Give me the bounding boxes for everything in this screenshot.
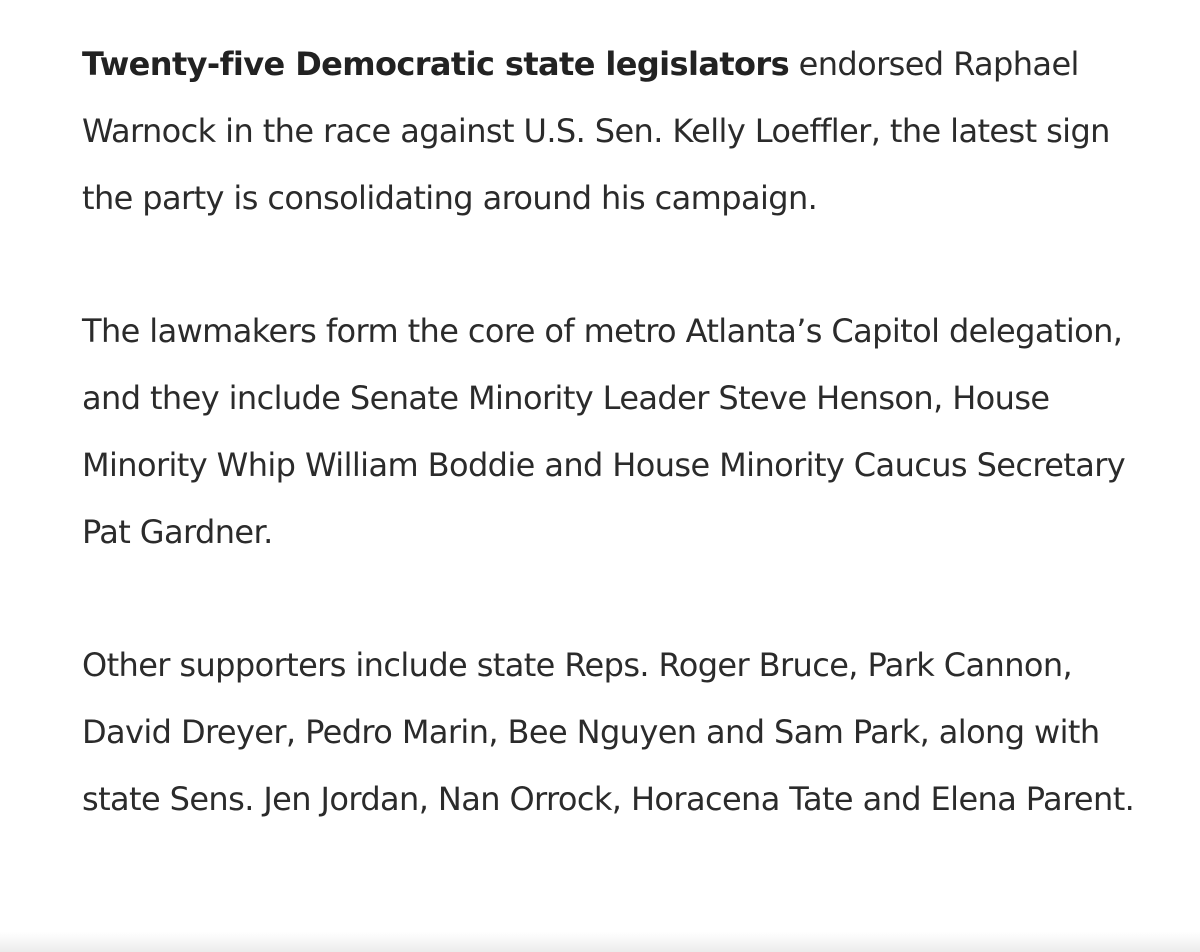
paragraph-supporters bbox=[82, 632, 1142, 833]
article-body bbox=[82, 31, 1142, 833]
paragraph-lead-bold: Twenty-five Democratic state legislators bbox=[82, 45, 790, 83]
paragraph-lawmakers bbox=[82, 298, 1142, 566]
paragraph-text: The lawmakers form the core of metro Atlanta’s Capitol delegation, and they include Senate Minority Leader Steve Henson, House Minority Whip William Boddie and House Minority Caucus Secretary Pat Gardner. bbox=[82, 312, 1126, 551]
paragraph-text: Other supporters include state Reps. Roger Bruce, Park Cannon, David Dreyer, Pedro Marin, Bee Nguyen and Sam Park, along with state Sens. Jen Jordan, Nan Orrock, Horacena Tate and Elena Parent. bbox=[82, 646, 1135, 818]
paragraph-text: endorsed Raphael Warnock in the race against U.S. Sen. Kelly Loeffler, the latest sign the party is consolidating around his campaign. bbox=[82, 45, 1110, 217]
paragraph-endorsement bbox=[82, 31, 1142, 232]
bottom-edge-shadow bbox=[0, 932, 1200, 952]
